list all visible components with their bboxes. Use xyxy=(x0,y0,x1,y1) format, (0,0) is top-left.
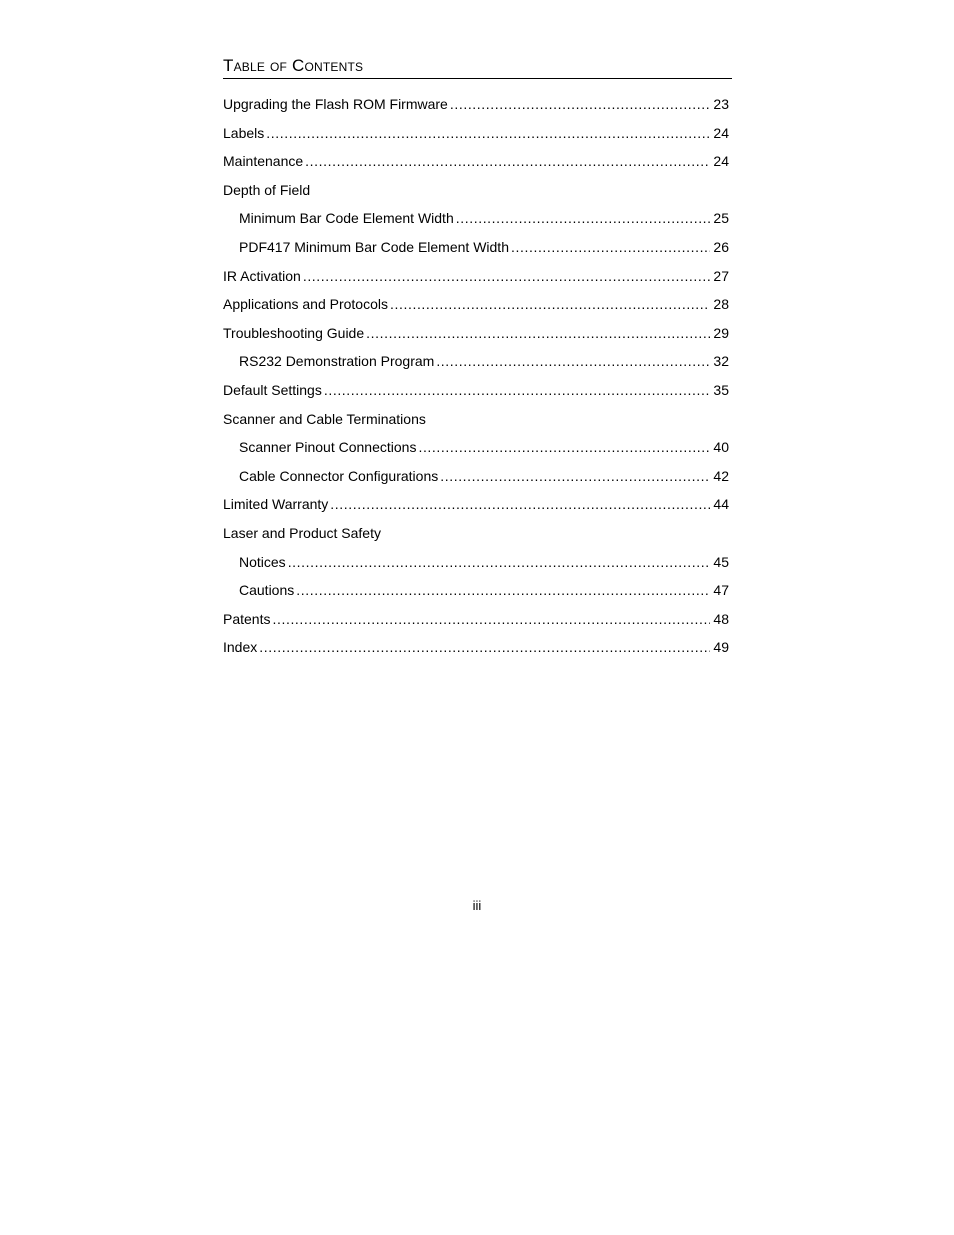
toc-entry-page: 44 xyxy=(713,496,729,513)
toc-entry-label: PDF417 Minimum Bar Code Element Width xyxy=(239,238,509,255)
toc-entry[interactable] xyxy=(223,123,729,152)
toc-entry-label: Notices xyxy=(239,553,286,570)
toc-entry-label: Minimum Bar Code Element Width xyxy=(239,210,454,227)
toc-leader-dots xyxy=(440,466,710,486)
toc-leader-dots xyxy=(303,266,711,286)
toc-entry-label: Cautions xyxy=(239,582,295,599)
toc-entry[interactable] xyxy=(223,266,729,295)
toc-entry-page: 24 xyxy=(713,124,729,141)
toc-entry[interactable] xyxy=(223,580,729,609)
toc-entry-label: Scanner Pinout Connections xyxy=(239,439,417,456)
toc-entry-label: Index xyxy=(223,639,258,656)
toc-section-heading[interactable] xyxy=(223,409,729,438)
toc-entry-label: Maintenance xyxy=(223,153,304,170)
toc-leader-dots xyxy=(366,323,710,343)
toc-entry-page: 29 xyxy=(713,324,729,341)
toc-leader-dots xyxy=(259,637,710,657)
toc-leader-dots xyxy=(324,380,711,400)
toc-entry-page: 35 xyxy=(713,381,729,398)
toc-leader-dots xyxy=(450,94,711,114)
toc-entry[interactable] xyxy=(223,494,729,523)
toc-leader-dots xyxy=(511,237,710,257)
toc-leader-dots xyxy=(330,494,710,514)
toc-entry[interactable] xyxy=(223,609,729,638)
toc-leader-dots xyxy=(305,151,710,171)
toc-section-heading[interactable] xyxy=(223,180,729,209)
toc-entry-page: 45 xyxy=(713,553,729,570)
toc-entry-page: 26 xyxy=(713,238,729,255)
toc-entry-page: 28 xyxy=(713,296,729,313)
toc-entry-page: 40 xyxy=(713,439,729,456)
toc-entry-label: Patents xyxy=(223,610,271,627)
toc-leader-dots xyxy=(296,580,710,600)
toc-entry[interactable] xyxy=(223,237,729,266)
toc-entry[interactable] xyxy=(223,351,729,380)
toc-entry[interactable] xyxy=(223,466,729,495)
toc-entry[interactable] xyxy=(223,637,729,666)
toc-leader-dots xyxy=(390,294,710,314)
toc-entry-page: 48 xyxy=(713,610,729,627)
toc-entry[interactable] xyxy=(223,323,729,352)
toc-entry-label: Depth of Field xyxy=(223,181,311,198)
toc-entry[interactable] xyxy=(223,380,729,409)
toc-entry[interactable] xyxy=(223,294,729,323)
toc-leader-dots xyxy=(456,208,711,228)
toc-entry[interactable] xyxy=(223,552,729,581)
toc-entry[interactable] xyxy=(223,208,729,237)
toc-section-heading[interactable] xyxy=(223,523,729,552)
page-number: iii xyxy=(472,898,482,913)
toc-entry-page: 27 xyxy=(713,267,729,284)
toc-entry[interactable] xyxy=(223,94,729,123)
toc-entry-label: Labels xyxy=(223,124,265,141)
toc-entry-page: 24 xyxy=(713,153,729,170)
toc-entry-page: 49 xyxy=(713,639,729,656)
toc-entry-label: Upgrading the Flash ROM Firmware xyxy=(223,96,448,112)
toc-entry-page: 23 xyxy=(713,96,729,112)
toc-entry-page: 47 xyxy=(713,582,729,599)
toc-leader-dots xyxy=(288,552,711,572)
toc-list xyxy=(223,94,729,666)
toc-entry-label: Cable Connector Configurations xyxy=(239,467,439,484)
toc-entry-label: Limited Warranty xyxy=(223,496,329,513)
toc-entry-label: Laser and Product Safety xyxy=(223,524,381,541)
toc-entry[interactable] xyxy=(223,437,729,466)
toc-entry-label: Troubleshooting Guide xyxy=(223,324,365,341)
toc-entry-page: 25 xyxy=(713,210,729,227)
toc-leader-dots xyxy=(418,437,710,457)
toc-entry-label: Default Settings xyxy=(223,381,322,398)
toc-heading: Table of Contents xyxy=(223,56,732,79)
toc-leader-dots xyxy=(266,123,710,143)
toc-entry-label: IR Activation xyxy=(223,267,301,284)
toc-entry-page: 42 xyxy=(713,467,729,484)
toc-entry-label: Scanner and Cable Terminations xyxy=(223,410,426,427)
toc-entry[interactable] xyxy=(223,151,729,180)
toc-entry-page: 32 xyxy=(713,353,729,370)
toc-entry-label: Applications and Protocols xyxy=(223,296,388,313)
toc-leader-dots xyxy=(436,351,710,371)
toc-leader-dots xyxy=(272,609,710,629)
toc-entry-label: RS232 Demonstration Program xyxy=(239,353,435,370)
